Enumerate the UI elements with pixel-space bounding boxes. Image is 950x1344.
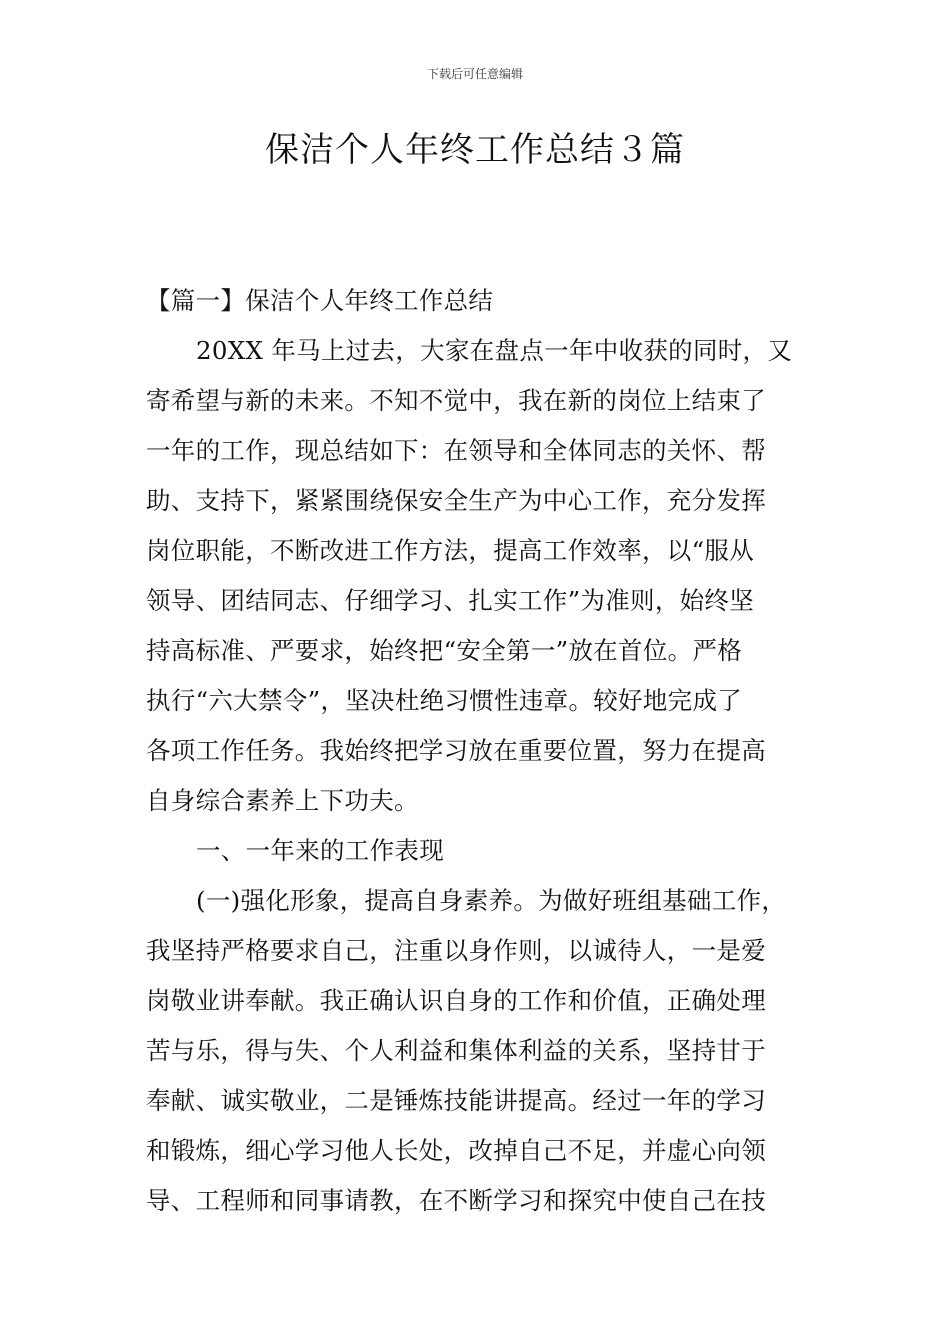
paragraph-line: 持高标准、严要求，始终把“安全第一”放在首位。严格 — [146, 636, 743, 665]
paragraph-line: 各项工作任务。我始终把学习放在重要位置，努力在提高 — [146, 736, 766, 765]
paragraph-line: 执行“六大禁令”，坚决杜绝习惯性违章。较好地完成了 — [146, 686, 743, 715]
paragraph-line: 自身综合素养上下功夫。 — [146, 786, 419, 815]
paragraph-line: 领导、团结同志、仔细学习、扎实工作”为准则，始终坚 — [146, 586, 755, 615]
paragraph-line: 一、一年来的工作表现 — [196, 836, 444, 865]
paragraph-line: 寄希望与新的未来。不知不觉中，我在新的岗位上结束了 — [146, 386, 766, 415]
paragraph-line: 助、支持下，紧紧围绕保安全生产为中心工作，充分发挥 — [146, 486, 766, 515]
paragraph-line: (一)强化形象，提高自身素养。为做好班组基础工作， — [196, 886, 787, 915]
paragraph-line: 一年的工作，现总结如下：在领导和全体同志的关怀、帮 — [146, 436, 766, 465]
document-body — [146, 276, 814, 1226]
page-title: 保洁个人年终工作总结３篇 — [265, 130, 685, 170]
paragraph-line: 岗位职能，不断改进工作方法，提高工作效率，以“服从 — [146, 536, 755, 565]
paragraph-line: 苦与乐，得与失、个人利益和集体利益的关系，坚持甘于 — [146, 1036, 766, 1065]
paragraph-line: 20XX 年马上过去，大家在盘点一年中收获的同时，又 — [196, 336, 793, 365]
paragraph-line: 奉献、诚实敬业，二是锤炼技能讲提高。经过一年的学习 — [146, 1086, 766, 1115]
header-note: 下载后可任意编辑 — [426, 67, 523, 81]
paragraph-line: 我坚持严格要求自己，注重以身作则，以诚待人，一是爱 — [146, 936, 766, 965]
paragraph-line: 导、工程师和同事请教，在不断学习和探究中使自己在技 — [146, 1186, 766, 1215]
section-heading: 【篇一】保洁个人年终工作总结 — [146, 286, 494, 315]
paragraph-line: 岗敬业讲奉献。我正确认识自身的工作和价值，正确处理 — [146, 986, 766, 1015]
paragraph-line: 和锻炼，细心学习他人长处，改掉自己不足，并虚心向领 — [146, 1136, 766, 1165]
